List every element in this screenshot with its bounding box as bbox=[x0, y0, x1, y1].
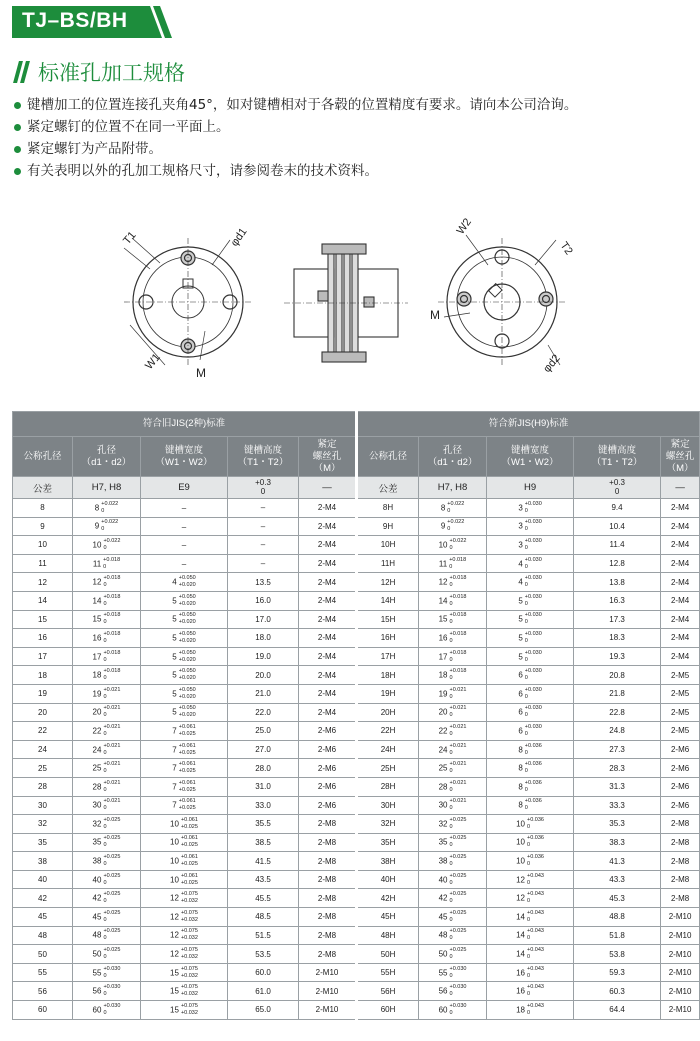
col-nominal: 公称孔径 bbox=[13, 437, 73, 477]
label-w2: W2 bbox=[454, 216, 474, 237]
col-key-width-new: 键槽宽度 （W1・W2） bbox=[487, 437, 574, 477]
table-row: 56 56 +0.030 0 15 +0.075 +0.032 61.0 2-M10 56H 56 +0.030 0 16 +0.043 0 60.3 2-M10 bbox=[13, 982, 700, 1001]
table-row: 14 14 +0.018 0 5 +0.050 +0.020 16.0 2-M4 14H 14 +0.018 0 5 +0.030 0 16.3 2-M4 bbox=[13, 591, 700, 610]
col-bore-new: 孔径 （d1・d2） bbox=[419, 437, 487, 477]
group-header-old: 符合旧JIS(2种)标准 bbox=[13, 412, 357, 437]
table-row: 50 50 +0.025 0 12 +0.075 +0.032 53.5 2-M8 50H 50 +0.025 0 14 +0.043 0 53.8 2-M10 bbox=[13, 945, 700, 964]
spec-table bbox=[12, 411, 700, 1020]
tolerance-row: 公差 H7, H8 E9 +0.3 0 — 公差 H7, H8 H9 +0.3 0 — bbox=[13, 477, 700, 499]
label-m-left: M bbox=[196, 366, 206, 380]
bullet-icon bbox=[14, 168, 21, 175]
drawing-area bbox=[0, 205, 700, 395]
label-d2: φd2 bbox=[541, 352, 563, 375]
table-row: 19 19 +0.021 0 5 +0.050 +0.020 21.0 2-M4 19H 19 +0.021 0 6 +0.030 0 21.8 2-M5 bbox=[13, 684, 700, 703]
table-row: 30 30 +0.021 0 7 +0.061 +0.025 33.0 2-M6 30H 30 +0.021 0 8 +0.036 0 33.3 2-M6 bbox=[13, 796, 700, 815]
bullet-icon bbox=[14, 124, 21, 131]
col-key-width: 键槽宽度 （W1・W2） bbox=[141, 437, 228, 477]
col-key-height-new: 键槽高度 （T1・T2） bbox=[574, 437, 661, 477]
col-bore: 孔径 （d1・d2） bbox=[73, 437, 141, 477]
table-row: 22 22 +0.021 0 7 +0.061 +0.025 25.0 2-M6 22H 22 +0.021 0 6 +0.030 0 24.8 2-M5 bbox=[13, 722, 700, 741]
label-m-right: M bbox=[430, 308, 440, 322]
table-row: 42 42 +0.025 0 12 +0.075 +0.032 45.5 2-M8 42H 42 +0.025 0 12 +0.043 0 45.3 2-M8 bbox=[13, 889, 700, 908]
table-row: 11 11 +0.018 0 – – 2-M4 11H 11 +0.018 0 4 +0.030 0 12.8 2-M4 bbox=[13, 554, 700, 573]
title-bars-icon bbox=[14, 61, 32, 83]
col-screw-new: 紧定 螺丝孔 （M） bbox=[661, 437, 700, 477]
table-row: 18 18 +0.018 0 5 +0.050 +0.020 20.0 2-M4 18H 18 +0.018 0 6 +0.030 0 20.8 2-M5 bbox=[13, 666, 700, 685]
table-row: 25 25 +0.021 0 7 +0.061 +0.025 28.0 2-M6 25H 25 +0.021 0 8 +0.036 0 28.3 2-M6 bbox=[13, 759, 700, 778]
note-item: 键槽加工的位置连接孔夹角45°，如对键槽相对于各毂的位置精度有要求。请向本公司洽询。 bbox=[14, 94, 694, 116]
section-title bbox=[14, 58, 185, 86]
left-flange-view bbox=[124, 238, 252, 366]
table-row: 15 15 +0.018 0 5 +0.050 +0.020 17.0 2-M4 15H 15 +0.018 0 5 +0.030 0 17.3 2-M4 bbox=[13, 610, 700, 629]
table-row: 38 38 +0.025 0 10 +0.061 +0.025 41.5 2-M8 38H 38 +0.025 0 10 +0.036 0 41.3 2-M8 bbox=[13, 852, 700, 871]
table-row: 35 35 +0.025 0 10 +0.061 +0.025 38.5 2-M8 35H 35 +0.025 0 10 +0.036 0 38.3 2-M8 bbox=[13, 833, 700, 852]
table-row: 55 55 +0.030 0 15 +0.075 +0.032 60.0 2-M10 55H 55 +0.030 0 16 +0.043 0 59.3 2-M10 bbox=[13, 963, 700, 982]
note-item: 紧定螺钉的位置不在同一平面上。 bbox=[14, 116, 694, 138]
col-screw: 紧定 螺丝孔 （M） bbox=[299, 437, 357, 477]
label-t1: T1 bbox=[121, 229, 139, 247]
model-name: TJ–BS/BH bbox=[22, 9, 128, 32]
note-item: 有关表明以外的孔加工规格尺寸，请参阅卷末的技术资料。 bbox=[14, 160, 694, 182]
table-row: 12 12 +0.018 0 4 +0.050 +0.020 13.5 2-M4 12H 12 +0.018 0 4 +0.030 0 13.8 2-M4 bbox=[13, 573, 700, 592]
group-header-new: 符合新JIS(H9)标准 bbox=[357, 412, 700, 437]
table-row: 24 24 +0.021 0 7 +0.061 +0.025 27.0 2-M6 24H 24 +0.021 0 8 +0.036 0 27.3 2-M6 bbox=[13, 740, 700, 759]
table-row: 60 60 +0.030 0 15 +0.075 +0.032 65.0 2-M10 60H 60 +0.030 0 18 +0.043 0 64.4 2-M10 bbox=[13, 1001, 700, 1020]
table-row: 45 45 +0.025 0 12 +0.075 +0.032 48.5 2-M8 45H 45 +0.025 0 14 +0.043 0 48.8 2-M10 bbox=[13, 908, 700, 927]
technical-drawing bbox=[0, 205, 700, 395]
spec-table-wrap bbox=[12, 411, 699, 1020]
right-flange-view bbox=[438, 235, 566, 366]
table-row: 9 9 +0.022 0 – – 2-M4 9H 9 +0.022 0 3 +0.030 0 10.4 2-M4 bbox=[13, 517, 700, 536]
notes-list bbox=[14, 94, 694, 182]
table-row: 28 28 +0.021 0 7 +0.061 +0.025 31.0 2-M6 28H 28 +0.021 0 8 +0.036 0 31.3 2-M6 bbox=[13, 777, 700, 796]
table-row: 8 8 +0.022 0 – – 2-M4 8H 8 +0.022 0 3 +0.030 0 9.4 2-M4 bbox=[13, 499, 700, 518]
side-view bbox=[284, 244, 408, 362]
bullet-icon bbox=[14, 102, 21, 109]
bullet-icon bbox=[14, 146, 21, 153]
table-row: 40 40 +0.025 0 10 +0.061 +0.025 43.5 2-M8 40H 40 +0.025 0 12 +0.043 0 43.3 2-M8 bbox=[13, 870, 700, 889]
table-row: 10 10 +0.022 0 – – 2-M4 10H 10 +0.022 0 3 +0.030 0 11.4 2-M4 bbox=[13, 536, 700, 555]
label-w1: W1 bbox=[143, 351, 163, 372]
table-row: 16 16 +0.018 0 5 +0.050 +0.020 18.0 2-M4 16H 16 +0.018 0 5 +0.030 0 18.3 2-M4 bbox=[13, 629, 700, 648]
note-item: 紧定螺钉为产品附带。 bbox=[14, 138, 694, 160]
col-nominal-new: 公称孔径 bbox=[357, 437, 419, 477]
table-row: 48 48 +0.025 0 12 +0.075 +0.032 51.5 2-M8 48H 48 +0.025 0 14 +0.043 0 51.8 2-M10 bbox=[13, 926, 700, 945]
section-title-text: 标准孔加工规格 bbox=[38, 61, 185, 85]
table-row: 17 17 +0.018 0 5 +0.050 +0.020 19.0 2-M4 17H 17 +0.018 0 5 +0.030 0 19.3 2-M4 bbox=[13, 647, 700, 666]
model-tag bbox=[12, 6, 174, 38]
label-d1: φd1 bbox=[228, 225, 250, 249]
col-key-height: 键槽高度 （T1・T2） bbox=[228, 437, 299, 477]
label-t2: T2 bbox=[557, 239, 575, 258]
table-row: 20 20 +0.021 0 5 +0.050 +0.020 22.0 2-M4 20H 20 +0.021 0 6 +0.030 0 22.8 2-M5 bbox=[13, 703, 700, 722]
table-row: 32 32 +0.025 0 10 +0.061 +0.025 35.5 2-M8 32H 32 +0.025 0 10 +0.036 0 35.3 2-M8 bbox=[13, 815, 700, 834]
